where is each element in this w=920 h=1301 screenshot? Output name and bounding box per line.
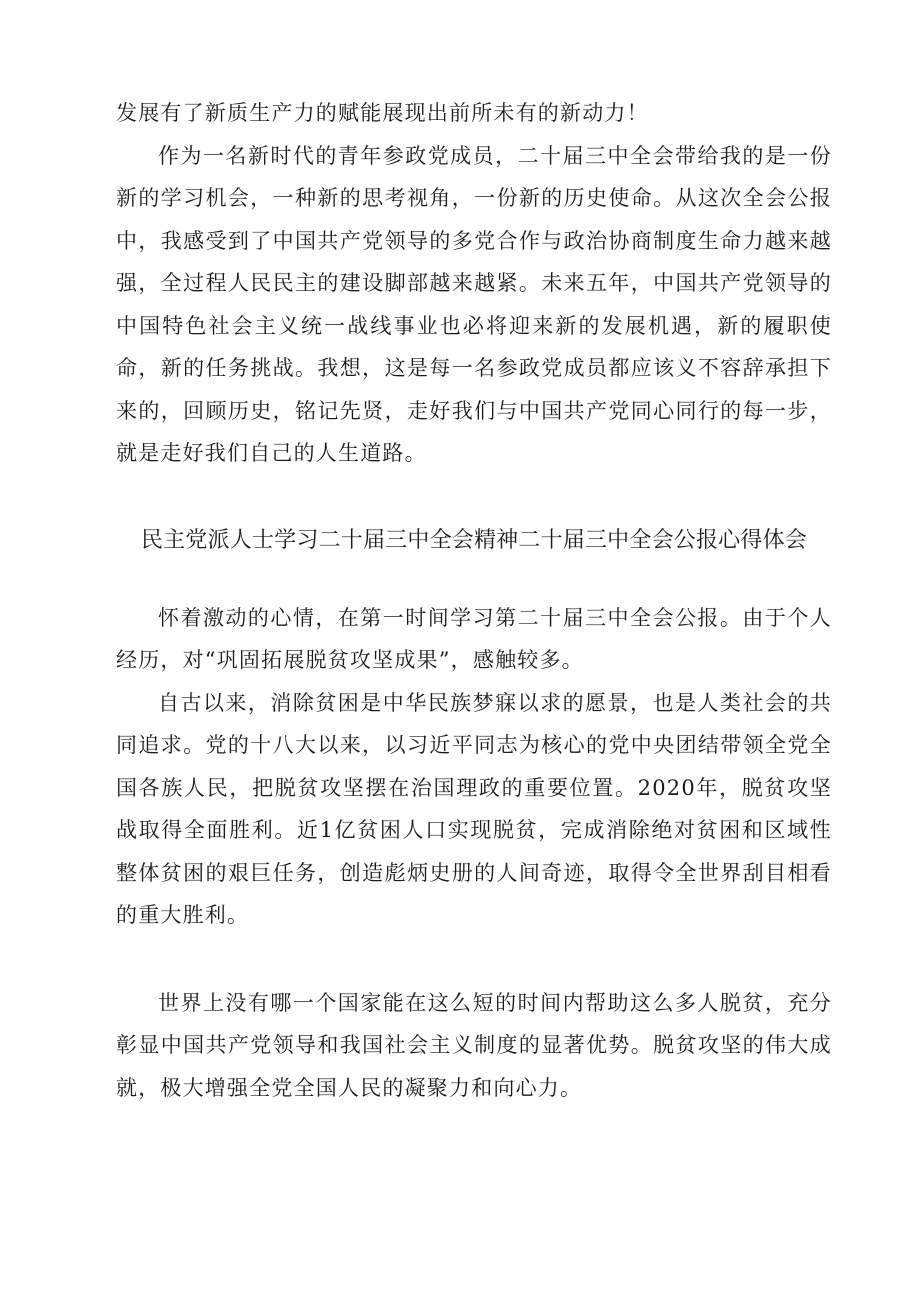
- paragraph-continued: 发展有了新质生产力的赋能展现出前所未有的新动力！: [116, 101, 649, 125]
- section-title: 民主党派人士学习二十届三中全会精神二十届三中全会公报心得体会: [140, 527, 807, 553]
- paragraph-world: 世界上没有哪一个国家能在这么短的时间内帮助这么多人脱贫，充分彰显中国共产党领导和我国社会主义制度的显著优势。脱贫攻坚的伟大成就，极大增强全党全国人民的凝聚力和向心力。: [116, 990, 832, 1100]
- spacer: [116, 475, 832, 519]
- spacer: [116, 937, 832, 982]
- paragraph-youth-member: 作为一名新时代的青年参政党成员，二十届三中全会带给我的是一份新的学习机会，一种新的思考视角，一份新的历史使命。从这次全会公报中，我感受到了中国共产党领导的多党合作与政治协商制度生命力越来越强，全过程人民民主的建设脚部越来越紧。未来五年，中国共产党领导的中国特色社会主义统一战线事业也必将迎来新的发展机遇，新的履职使命，新的任务挑战。我想，这是每一名参政党成员都应该义不容辞承担下来的，回顾历史，铭记先贤，走好我们与中国共产党同心同行的每一步，就是走好我们自己的人生道路。: [116, 143, 832, 465]
- paragraph-emotion: 怀着激动的心情，在第一时间学习第二十届三中全会公报。由于个人经历，对“巩固拓展脱贫攻坚成果”，感触较多。: [116, 605, 832, 672]
- paragraph-poverty: 自古以来，消除贫困是中华民族梦寐以求的愿景，也是人类社会的共同追求。党的十八大以来，以习近平同志为核心的党中央团结带领全党全国各族人民，把脱贫攻坚摆在治国理政的重要位置。2020年，脱贫攻坚战取得全面胜利。近1亿贫困人口实现脱贫，完成消除绝对贫困和区域性整体贫困的艰巨任务，创造彪炳史册的人间奇迹，取得令全世界刮目相看的重大胜利。: [116, 690, 832, 927]
- spacer: [116, 563, 832, 597]
- document-page: [116, 92, 832, 1109]
